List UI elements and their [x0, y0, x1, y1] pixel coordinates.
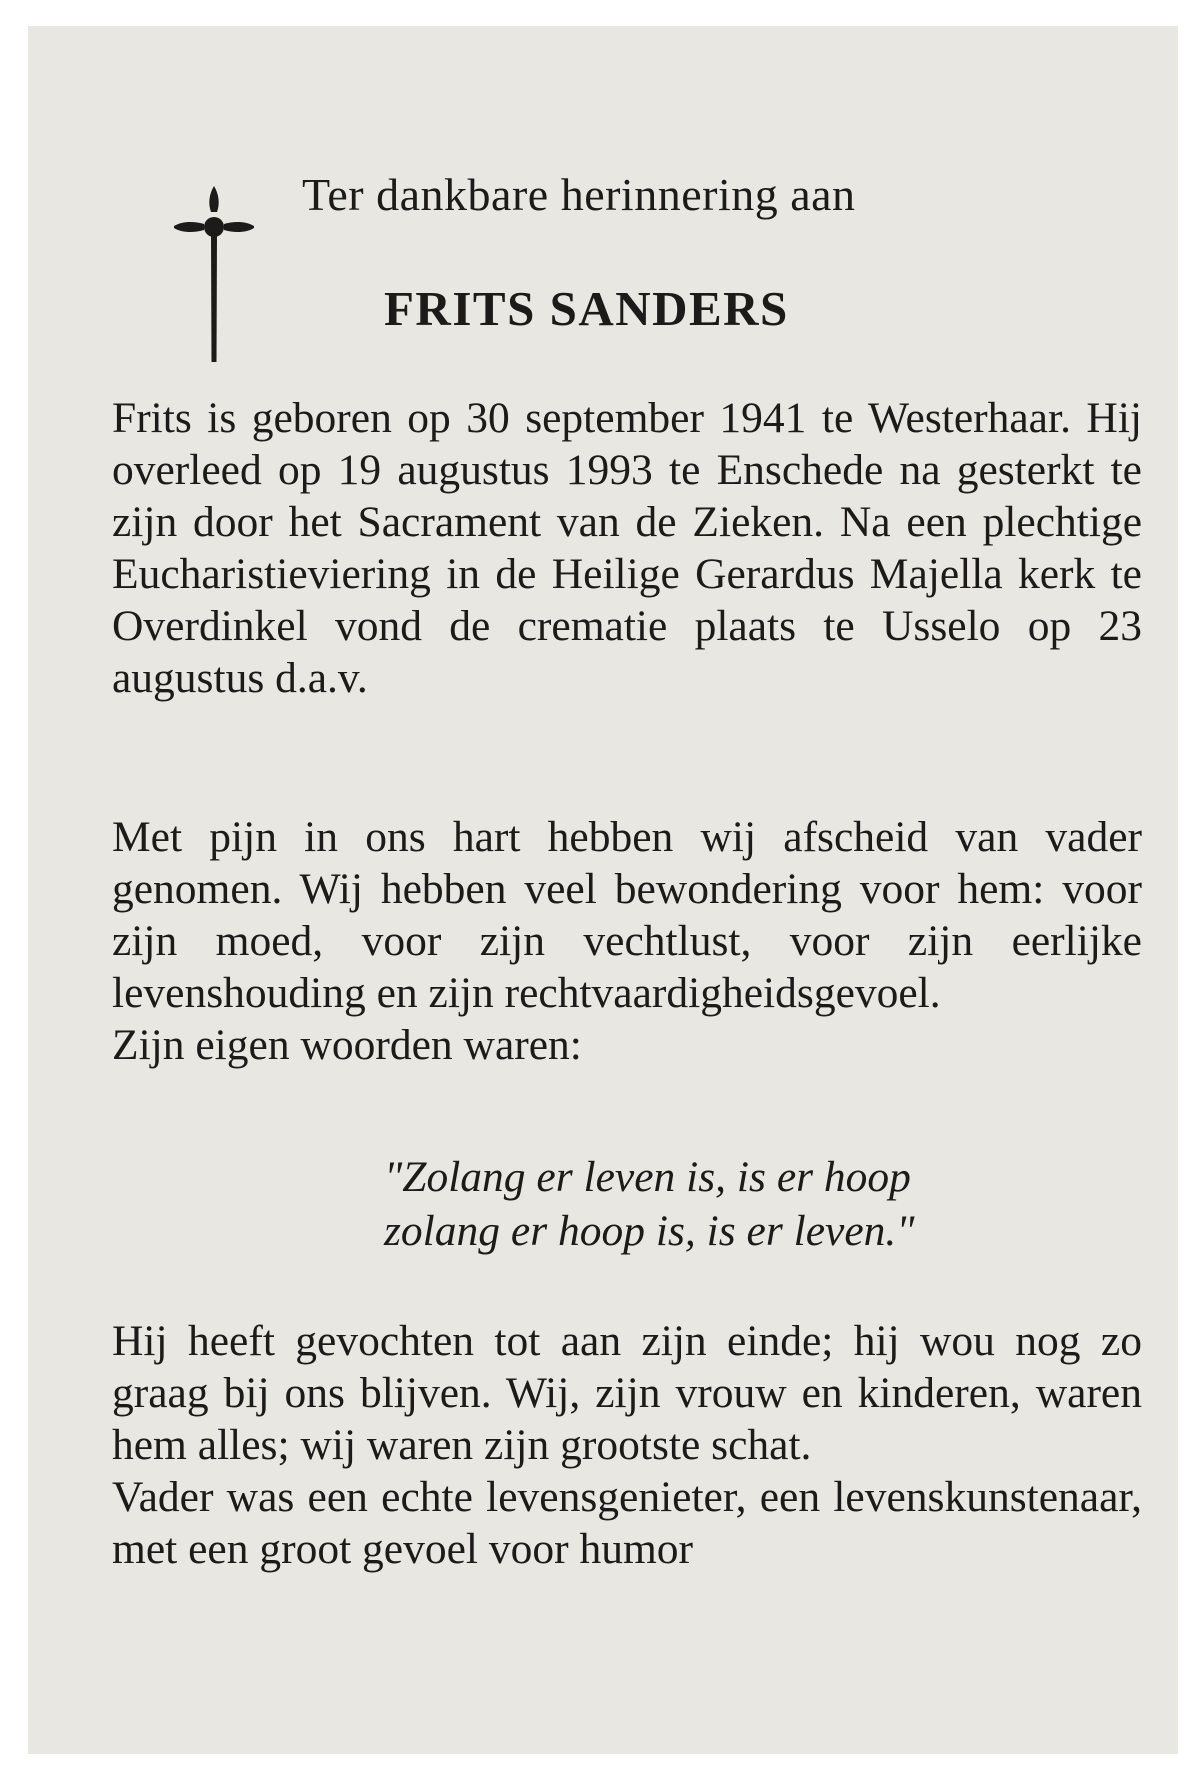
farewell-paragraph: Met pijn in ons hart hebben wij afscheid van vader genomen. Wij hebben veel bewondering voor hem: voor zijn moed, voor zijn vechtlust, voor zijn eerlijke levenshouding en zijn rechtvaardigheidsgevoel. Zijn eigen woorden waren: [112, 813, 1142, 1069]
biography-paragraph: Frits is geboren op 30 september 1941 te Westerhaar. Hij overleed op 19 augustus 1993 te Enschede na gesterkt te zijn door het Sacrament van de Zieken. Na een plechtige Eucharistieviering in de Heilige Gerardus Majella kerk te Overdinkel vond de crematie plaats te Usselo op 23 augustus d.a.v. [112, 394, 1142, 702]
heading: Ter dankbare herinnering aan [302, 169, 856, 220]
cross-icon [174, 186, 254, 366]
deceased-name: FRITS SANDERS [384, 281, 789, 336]
memorial-card [28, 26, 1178, 1754]
tribute-paragraph: Hij heeft gevochten tot aan zijn einde; hij wou nog zo graag bij ons blijven. Wij, zijn vrouw en kinderen, waren hem alles; wij waren zijn grootste schat. Vader was een echte levensgenieter, een levenskunstenaar, met een groot gevoel voor humor [112, 1317, 1142, 1573]
quote-line-2: zolang er hoop is, is er leven." [384, 1207, 915, 1255]
quote-line-1: "Zolang er leven is, is er hoop [384, 1153, 911, 1201]
quote [384, 1150, 1084, 1258]
